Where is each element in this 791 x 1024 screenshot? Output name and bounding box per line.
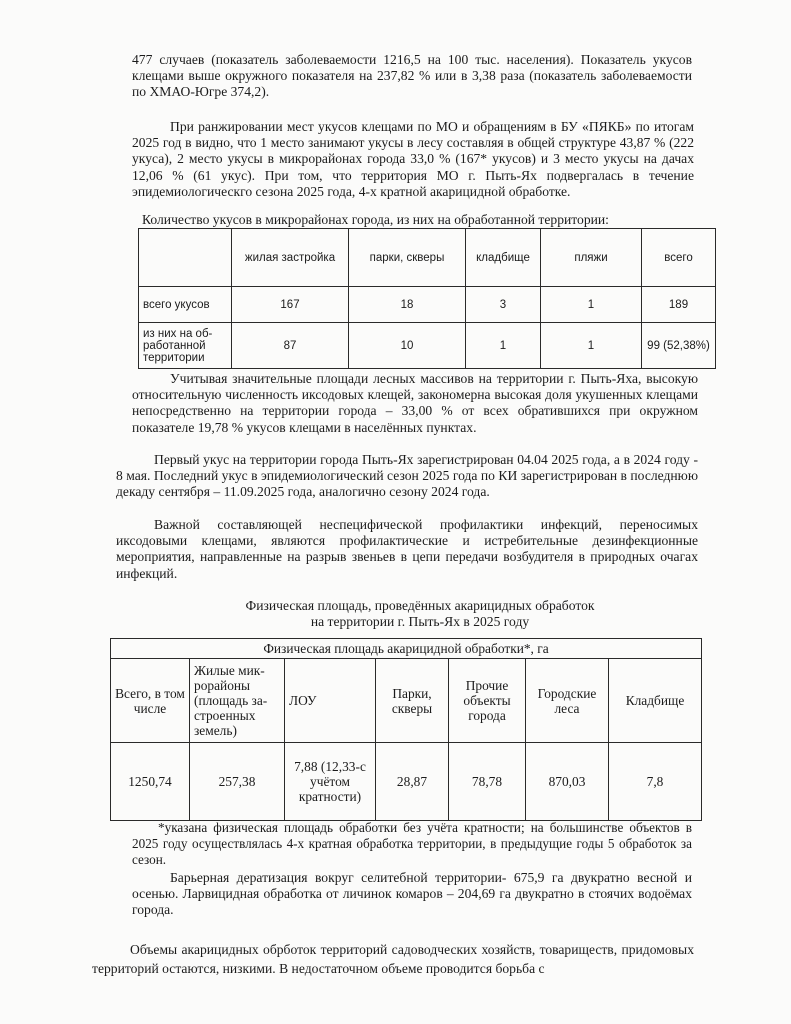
paragraph-forest-share: Учитывая значительные площади лесных массивов на территории г. Пыть-Яха, высокую относительную численность иксодовых клещей, закономерна высокая доля укушенных клещами непосредственно на территории города – 33,00 % от всех обратившихся при окружном показателе 19,78 % укусов клещами в населённых пунктах. (132, 371, 698, 435)
paragraph-volumes: Объемы акарицидных обрботок территорий садоводческих хозяйств, товариществ, придомовых территорий остаются, низкими. В недостаточном объеме проводится борьба с (92, 942, 694, 976)
table-cell: 257,38 (190, 743, 285, 821)
table-cell: 1250,74 (111, 743, 190, 821)
table-cell: 1 (541, 287, 642, 323)
table-cell: 3 (466, 287, 541, 323)
table-cell: 167 (232, 287, 349, 323)
paragraph-prevention: Важной составляющей неспецифической профилактики инфекций, переносимых иксодовыми клещами, являются профилактические и истребительные дезинфекционные мероприятия, направленные на разрыв звеньев в цепи передачи возбудителя в природных очагах инфекций. (116, 517, 698, 581)
table-header-cell: парки, скверы (349, 229, 466, 287)
table-cell: из них на об-работанной территории (139, 323, 232, 369)
table-row (111, 639, 702, 659)
bites-table (138, 228, 716, 369)
table-cell: 78,78 (449, 743, 526, 821)
table-header-cell: Кладбище (609, 659, 702, 743)
table-cell: 18 (349, 287, 466, 323)
table-cell: 870,03 (526, 743, 609, 821)
table-row (139, 323, 716, 369)
paragraph-incidence: 477 случаев (показатель заболеваемости 1216,5 на 100 тыс. населения). Показатель укусов клещами выше окружного показателя на 237,82 % или в 3,38 раза (показатель заболеваемости по ХМАО-Югре 374,2). (132, 52, 692, 100)
table-cell: 7,88 (12,33-с учётом кратности) (285, 743, 376, 821)
table-cell: 7,8 (609, 743, 702, 821)
table-row (111, 743, 702, 821)
table-cell: 10 (349, 323, 466, 369)
table-header-cell: пляжи (541, 229, 642, 287)
table-header-cell (139, 229, 232, 287)
table-header-cell: Прочие объекты города (449, 659, 526, 743)
table-cell: 189 (642, 287, 716, 323)
table-header-cell: Городские леса (526, 659, 609, 743)
table-row (139, 287, 716, 323)
table-header-cell: жилая застройка (232, 229, 349, 287)
table-cell: 99 (52,38%) (642, 323, 716, 369)
table-cell: всего укусов (139, 287, 232, 323)
table2-title-line1: Физическая площадь, проведённых акарицидных обработок (245, 598, 595, 613)
table-cell: 87 (232, 323, 349, 369)
group-header-cell: Физическая площадь акарицидной обработки*, га (111, 639, 702, 659)
paragraph-first-bite: Первый укус на территории города Пыть-Ях зарегистрирован 04.04 2025 года, а в 2024 году - 8 мая. Последний укус в эпидемиологический сезон 2025 года по КИ зарегистрирован в последнюю декаду сентября – 11.09.2025 года, аналогично сезону 2024 года. (116, 452, 698, 500)
table-header-cell: Парки, скверы (376, 659, 449, 743)
table-row (139, 229, 716, 287)
table1-caption: Количество укусов в микрорайонах города, из них на обработанной территории: (142, 212, 609, 227)
table-header-cell: кладбище (466, 229, 541, 287)
table-cell: 1 (541, 323, 642, 369)
treatment-area-table (110, 638, 702, 821)
table2-footnote: *указана физическая площадь обработки без учёта кратности; на большинстве объектов в 2025 году осуществлялась 4-х кратная обработка территории, в предыдущие годы 5 обработок за сезон. (132, 820, 692, 868)
table-header-cell: всего (642, 229, 716, 287)
table2-title-line2: на территории г. Пыть-Ях в 2025 году (310, 614, 530, 629)
paragraph-deratization: Барьерная дератизация вокруг селитебной территории- 675,9 га двукратно весной и осенью. Ларвицидная обработка от личинок комаров – 204,69 га двукратно в стоячих водоёмах города. (132, 870, 692, 918)
table-header-cell: Всего, в том числе (111, 659, 190, 743)
paragraph-ranking: При ранжировании мест укусов клещами по МО и обращениям в БУ «ПЯКБ» по итогам 2025 год в видно, что 1 место занимают укусы в лесу составляя в общей структуре 43,87 % (222 укуса), 2 место укусы в микрорайонах города 33,0 % (167* укусов) и 3 место укусы на дачах 12,06 % (61 укус). При том, что территория МО г. Пыть-Ях подвергалась в течение эпидемиологическго сезона 2025 года, 4-х кратной акарицидной обработке. (132, 119, 694, 199)
table-cell: 28,87 (376, 743, 449, 821)
table-header-cell: Жилые мик-рорайоны (площадь за-строенных земель) (190, 659, 285, 743)
table-cell: 1 (466, 323, 541, 369)
table-header-cell: ЛОУ (285, 659, 376, 743)
table-row (111, 659, 702, 743)
